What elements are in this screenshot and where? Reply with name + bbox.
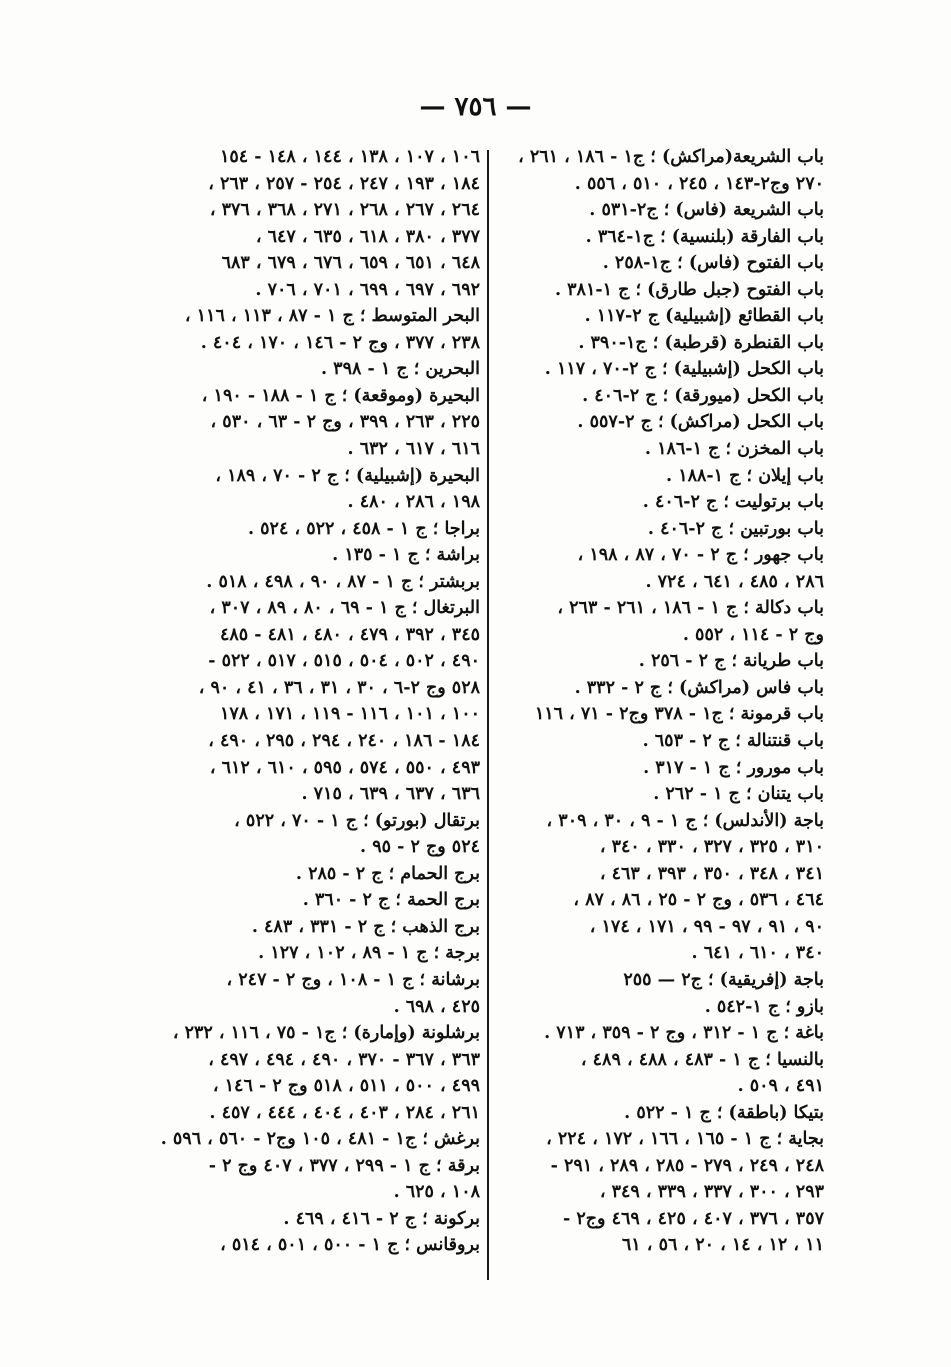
- index-entry-line: البحر المتوسط ؛ ج ١ - ٨٧ ، ١١٣ ، ١١٦ ،: [184, 306, 480, 327]
- index-entry-line: بركونة ؛ ج ٢ - ٤١٦ ، ٤٦٩ .: [283, 1208, 480, 1229]
- index-entry-line: ٢٣٨ ، ٣٧٧ ، وج ٢ - ١٤٦ ، ١٧٠ ، ٤٠٤ .: [200, 332, 480, 353]
- index-entry-line: ١٠٠ ، ١٠١ ، ١١٦ - ١١٩ ، ١٧١ ، ١٧٨: [219, 704, 480, 725]
- index-entry-line: برج الحمة ؛ ج ٢ - ٣٦٠ .: [302, 890, 480, 911]
- index-entry-line: البحرين ؛ ج ١ - ٣٩٨ .: [320, 359, 480, 380]
- index-entry-line: وج ٢ - ١١٤ ، ٥٥٢ .: [682, 624, 824, 645]
- index-column-left: [150, 144, 480, 1259]
- index-entry-line: البحيرة (إشبيلية) ؛ ج ٢ - ٧٠ ، ١٨٩ ،: [215, 465, 480, 486]
- index-entry-line: ٦٣٦ ، ٦٣٧ ، ٦٣٩ ، ٧١٥ .: [301, 784, 480, 805]
- index-entry-line: برتقال (بورتو) ؛ ج ١ - ٧٠ ، ٥٢٢ ،: [234, 810, 480, 831]
- index-entry-line: باب الكحل (مراكش) ؛ ج ٢-٥٥٧ .: [577, 412, 824, 433]
- index-entry-line: ١٨٤ ، ١٩٣ ، ٢٤٧ ، ٢٥٤ - ٢٥٧ ، ٢٦٣ ،: [208, 173, 480, 194]
- index-entry-line: باب قرمونة ؛ ج١ - ٣٧٨ وج٢ - ٧١ ، ١١٦: [534, 704, 824, 725]
- index-entry-line: برجة ؛ ج ١ - ٨٩ ، ١٠٢ ، ١٢٧ .: [258, 943, 480, 964]
- index-entry-line: باب فاس (مراكش) ؛ ج ٢ - ٣٣٢ .: [574, 677, 824, 698]
- index-entry-line: بازو ؛ ج ١-٥٤٢ .: [704, 996, 824, 1017]
- index-entry-line: بالنسيا ؛ ج ١ - ٤٨٣ ، ٤٨٨ ، ٤٨٩ ،: [580, 1049, 824, 1070]
- index-entry-line: باب بورتبين ؛ ج ٢-٤٠٦ .: [647, 518, 824, 539]
- index-entry-line: ٩٠ ، ٩١ ، ٩٧ - ٩٩ ، ١٧١ ، ١٧٤ ،: [589, 916, 824, 937]
- index-entry-line: باب برتوليت ؛ ج ٢-٤٠٦ .: [642, 492, 824, 513]
- index-column-right: [494, 144, 824, 1259]
- index-entry-line: ٣١٠ ، ٣٢٥ ، ٣٢٧ ، ٣٣٠ ، ٣٤٠ ،: [599, 837, 824, 858]
- index-entry-line: ٢٨٦ ، ٤٨٥ ، ٦٤١ ، ٧٢٤ .: [645, 571, 824, 592]
- index-entry-line: ٢٦٤ ، ٢٦٧ ، ٢٦٨ ، ٢٧١ ، ٣٦٨ ، ٣٧٦ ،: [209, 200, 480, 221]
- index-entry-line: ٢٢٥ ، ٢٦٣ ، ٣٩٩ ، وج ٢ - ٦٣ ، ٥٣٠ ،: [210, 412, 480, 433]
- index-entry-line: باب دكالة ؛ ج ١ - ١٨٦ ، ٢٦١ - ٢٦٣ ،: [557, 598, 824, 619]
- index-entry-line: ٥٢٤ وج ٢ - ٩٥ .: [360, 837, 480, 858]
- index-entry-line: باب قنتنالة ؛ ج ٢ - ٦٥٣ .: [642, 731, 824, 752]
- index-entry-line: بروقانس ؛ ج ١ - ٥٠٠ ، ٥٠١ ، ٥١٤ ،: [220, 1235, 480, 1256]
- index-entry-line: ١١ ، ١٢ ، ١٤ ، ٢٠ ، ٥٦ ، ٦١: [621, 1235, 824, 1256]
- index-entry-line: ١٨٤ - ١٨٦ ، ٢٤٠ ، ٢٩٤ ، ٢٩٥ ، ٤٩٠ ،: [208, 731, 480, 752]
- index-entry-line: برج الذهب ؛ ج ٢ - ٣٣١ ، ٤٨٣ .: [251, 916, 480, 937]
- index-entry-line: برقة ؛ ج ١ - ٢٩٩ ، ٣٧٧ ، ٤٠٧ وج ٢ -: [208, 1155, 480, 1176]
- index-entry-line: ٤٢٥ ، ٦٩٨ .: [393, 996, 480, 1017]
- index-entry-line: ٤٩٠ ، ٥٠٢ ، ٥٠٤ ، ٥١٥ ، ٥١٧ ، ٥٢٢ -: [208, 651, 480, 672]
- index-entry-line: ٦٩٢ ، ٦٩٧ ، ٦٩٩ ، ٧٠١ ، ٧٠٦ .: [255, 279, 480, 300]
- index-entry-line: ٥٢٨ وج ٢-٦ ، ٣٠ ، ٣١ ، ٣٦ ، ٤١ ، ٩٠ ،: [198, 677, 480, 698]
- index-entry-line: باب إيلان ؛ ج ١-١٨٨ .: [666, 465, 824, 486]
- index-entry-line: باب المخزن ؛ ج ١-١٨٦ .: [644, 439, 824, 460]
- index-entry-line: باب القنطرة (قرطبة) ؛ ج١-٣٩٠ .: [578, 332, 824, 353]
- index-entry-line: البرتغال ؛ ج ١ - ٦٩ ، ٨٠ ، ٨٩ ، ٣٠٧ ،: [209, 598, 480, 619]
- index-entry-line: ٢٦١ ، ٢٨٤ ، ٤٠٣ ، ٤٠٤ ، ٤٤٤ ، ٤٥٧ .: [209, 1102, 480, 1123]
- index-entry-line: ٢٧٠ وج٢-١٤٣ ، ٢٤٥ ، ٥١٠ ، ٥٥٦ .: [574, 173, 824, 194]
- index-entry-line: ٤٩١ ، ٥٠٩ .: [737, 1076, 824, 1097]
- index-entry-line: باب الفتوح (جبل طارق) ؛ ج ١-٣٨١ .: [554, 279, 824, 300]
- index-entry-line: ٦٤٨ ، ٦٥١ ، ٦٥٩ ، ٦٧٦ ، ٦٧٩ ، ٦٨٣: [221, 253, 480, 274]
- index-entry-line: بربشتر ؛ ج ١ - ٨٧ ، ٩٠ ، ٤٩٨ ، ٥١٨ .: [206, 571, 480, 592]
- index-entry-line: ٢٩٣ ، ٣٠٠ ، ٣٣٧ ، ٣٣٩ ، ٣٤٩ ،: [599, 1182, 824, 1203]
- index-entry-line: براشة ؛ ج ١ - ١٣٥ .: [332, 545, 480, 566]
- index-entry-line: براجا ؛ ج ١ - ٤٥٨ ، ٥٢٢ ، ٥٢٤ .: [247, 518, 480, 539]
- index-entry-line: برشانة ؛ ج ١ - ١٠٨ ، وج ٢ - ٢٤٧ ،: [226, 969, 480, 990]
- index-entry-line: باجة (إفريقية) ؛ ج٢ — ٢٥٥: [623, 969, 824, 990]
- index-entry-line: ٤٦٤ ، ٥٣٦ ، وج ٢ - ٢٥ ، ٨٦ ، ٨٧ ،: [573, 890, 824, 911]
- index-entry-line: ٣٥٧ ، ٣٧٦ ، ٤٠٧ ، ٤٢٥ ، ٤٦٩ وج٢ -: [563, 1208, 824, 1229]
- index-entry-line: باغة ؛ ج ١ - ٣١٢ ، وج ٢ - ٣٥٩ ، ٧١٣ .: [544, 1023, 824, 1044]
- index-entry-line: ١٩٨ ، ٢٨٦ ، ٤٨٠ .: [347, 492, 480, 513]
- index-entry-line: بجاية ؛ ج ١ - ١٦٥ ، ١٦٦ ، ١٧٢ ، ٢٢٤ ،: [546, 1129, 824, 1150]
- index-entry-line: باب الكحل (ميورقة) ؛ ج ٢-٤٠٦ .: [582, 385, 824, 406]
- index-entry-line: باب الفارقة (بلنسية) ؛ ج١-٣٦٤ .: [585, 226, 824, 247]
- index-entry-line: باب الكحل (إشبيلية) ؛ ج ٢-٧٠ ، ١١٧ .: [544, 359, 824, 380]
- index-entry-line: ٣٤٠ ، ٦١٠ ، ٦٤١ .: [691, 943, 824, 964]
- index-entry-line: باب يتنان ؛ ج ١ - ٢٦٢ .: [653, 784, 824, 805]
- index-entry-line: باب طريانة ؛ ج ٢ - ٢٥٦ .: [638, 651, 824, 672]
- index-entry-line: ١٠٨ ، ٦٢٥ .: [393, 1182, 480, 1203]
- index-entry-line: باب القطائع (إشبيلية) ج ٢-١١٧ .: [584, 306, 824, 327]
- index-entry-line: بتيكا (باطقة) ؛ ج ١ - ٥٢٢ .: [624, 1102, 824, 1123]
- column-divider: [487, 150, 489, 1280]
- index-entry-line: برشلونة (وإمارة) ؛ ج١ - ٧٥ ، ١١٦ ، ٢٣٢ ،: [172, 1023, 480, 1044]
- index-entry-line: برغش ؛ ج١ - ٤٨١ ، ١٠٥ وج٢ - ٥٦٠ ، ٥٩٦ .: [160, 1129, 480, 1150]
- index-entry-line: باب جهور ؛ ج ٢ - ٧٠ ، ٨٧ ، ١٩٨ ،: [577, 545, 824, 566]
- index-entry-line: ٤٩٣ ، ٥٥٠ ، ٥٧٤ ، ٥٩٥ ، ٦١٠ ، ٦١٢ ،: [209, 757, 480, 778]
- index-entry-line: باب الفتوح (فاس) ؛ ج١-٢٥٨ .: [602, 253, 824, 274]
- index-entry-line: ٤٩٩ ، ٥٠٠ ، ٥١١ ، ٥١٨ وج ٢ - ١٤٦ ،: [212, 1076, 480, 1097]
- index-entry-line: البحيرة (وموقعة) ؛ ج ١ - ١٨٨ - ١٩٠ ،: [201, 385, 480, 406]
- index-entry-line: ٣٧٧ ، ٣٨٠ ، ٦١٨ ، ٦٣٥ ، ٦٤٧ ،: [255, 226, 480, 247]
- index-entry-line: باب الشريعة (فاس) ؛ ج٢-٥٣١ .: [589, 200, 824, 221]
- index-entry-line: باب الشريعة(مراكش) ؛ ج١ - ١٨٦ ، ٢٦١ ،: [518, 147, 824, 167]
- index-entry-line: ٢٤٨ ، ٢٤٩ ، ٢٧٩ - ٢٨٥ ، ٢٨٩ ، ٢٩١ -: [550, 1155, 824, 1176]
- index-entry-line: برج الحمام ؛ ج ٢ - ٢٨٥ .: [295, 863, 480, 884]
- index-entry-line: ٣٤٥ ، ٣٩٢ ، ٤٧٩ ، ٤٨٠ ، ٤٨١ - ٤٨٥: [219, 624, 480, 645]
- index-entry-line: باب مورور ؛ ج ١ - ٣١٧ .: [643, 757, 824, 778]
- page-number: — ٧٥٦ —: [419, 92, 532, 122]
- index-entry-line: ٣٤١ ، ٣٤٨ ، ٣٥٠ ، ٣٩٣ ، ٤٦٣ ،: [599, 863, 824, 884]
- index-entry-line: ٦١٦ ، ٦١٧ ، ٦٣٢ .: [347, 439, 480, 460]
- index-entry-line: ١٠٦ ، ١٠٧ ، ١٣٨ ، ١٤٤ ، ١٤٨ - ١٥٤: [219, 147, 480, 167]
- index-entry-line: ٣٦٣ ، ٣٦٧ - ٣٧٠ ، ٤٩٠ ، ٤٩٤ ، ٤٩٧ ،: [208, 1049, 480, 1070]
- index-entry-line: باجة (الأندلس) ؛ ج ١ - ٩ ، ٣٠ ، ٣٠٩ ،: [546, 810, 824, 831]
